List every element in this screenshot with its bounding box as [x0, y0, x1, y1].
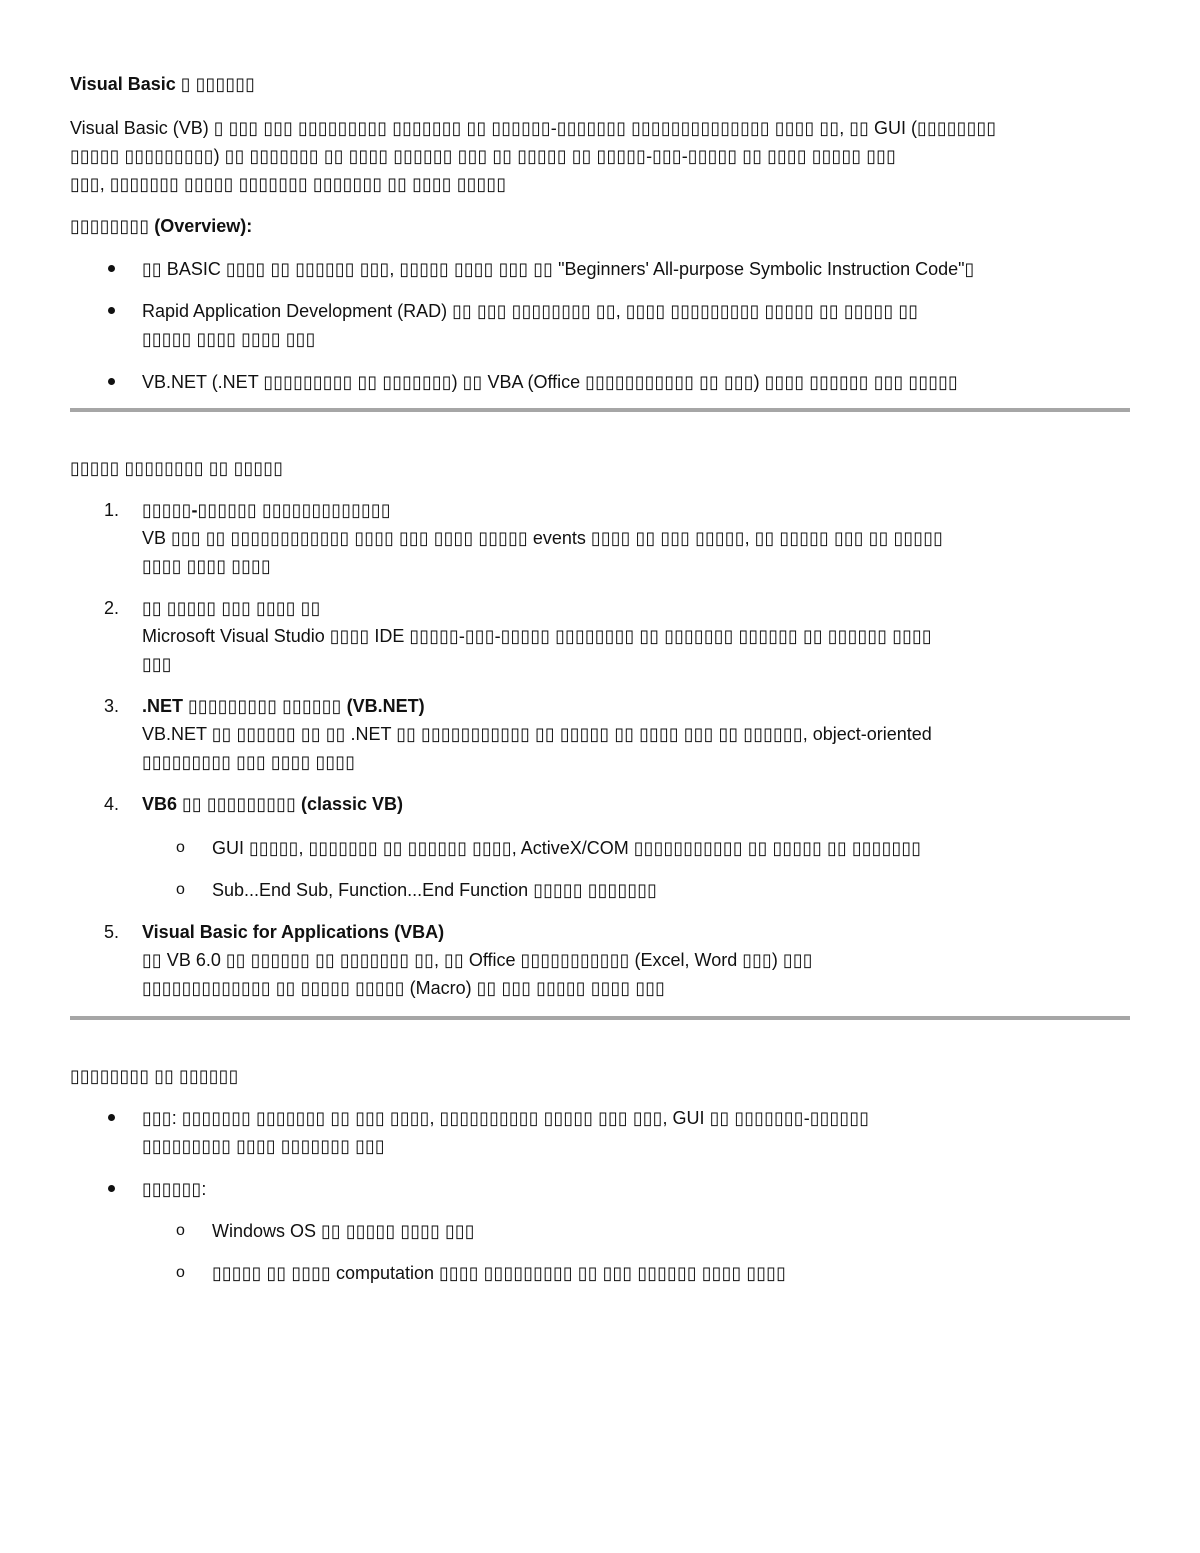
feature-2-line-2: ▯▯▯ [142, 654, 172, 674]
feature-2-title: ▯▯ ▯▯▯▯▯ ▯▯▯ ▯▯▯▯ ▯▯ [142, 598, 321, 618]
cons-sub-2: ▯▯▯▯▯ ▯▯ ▯▯▯▯ computation ▯▯▯▯ ▯▯▯▯▯▯▯▯▯ ▯▯ ▯▯▯ ▯▯▯▯▯▯ ▯▯▯▯ ▯▯▯▯ [212, 1263, 786, 1283]
feature-5-line-2: ▯▯▯▯▯▯▯▯▯▯▯▯▯ ▯▯ ▯▯▯▯▯ ▯▯▯▯▯ (Macro) ▯▯ ▯▯▯ ▯▯▯▯▯ ▯▯▯▯ ▯▯▯ [142, 978, 666, 998]
feature-2-line-1: Microsoft Visual Studio ▯▯▯▯ IDE ▯▯▯▯▯-▯▯▯-▯▯▯▯▯ ▯▯▯▯▯▯▯▯ ▯▯ ▯▯▯▯▯▯▯ ▯▯▯▯▯▯ ▯▯ ▯▯▯▯▯▯ ▯▯▯▯ [142, 626, 932, 646]
list-number: 5. [104, 922, 120, 942]
feature-4-title: VB6 ▯▯ ▯▯▯▯▯▯▯▯▯ (classic VB) [142, 794, 404, 814]
cons-label: ▯▯▯▯▯▯: [142, 1179, 207, 1199]
feature-1-line-1: VB ▯▯▯ ▯▯ ▯▯▯▯▯▯▯▯▯▯▯▯ ▯▯▯▯ ▯▯▯ ▯▯▯▯ ▯▯▯▯▯ events ▯▯▯▯ ▯▯ ▯▯▯ ▯▯▯▯▯, ▯▯ ▯▯▯▯▯ ▯▯▯ ▯▯ ▯▯▯▯▯ [142, 528, 943, 548]
feature-1-title: ▯▯▯▯▯-▯▯▯▯▯▯ ▯▯▯▯▯▯▯▯▯▯▯▯▯ [142, 500, 391, 520]
feature-5-line-1: ▯▯ VB 6.0 ▯▯ ▯▯▯▯▯▯ ▯▯ ▯▯▯▯▯▯▯ ▯▯, ▯▯ Office ▯▯▯▯▯▯▯▯▯▯▯ (Excel, Word ▯▯▯) ▯▯▯ [142, 950, 813, 970]
list-number: 1. [104, 500, 120, 520]
intro-line-3: ▯▯▯, ▯▯▯▯▯▯▯ ▯▯▯▯▯ ▯▯▯▯▯▯▯ ▯▯▯▯▯▯▯ ▯▯ ▯▯▯▯ ▯▯▯▯▯ [70, 174, 507, 194]
feature-3-title: .NET ▯▯▯▯▯▯▯▯▯ ▯▯▯▯▯▯ (VB.NET) [142, 696, 425, 716]
overview-bullet-1: ▯▯ BASIC ▯▯▯▯ ▯▯ ▯▯▯▯▯▯ ▯▯▯, ▯▯▯▯▯ ▯▯▯▯ ▯▯▯ ▯▯ "Beginners' All-purpose Symbolic Instruction Code"▯ [142, 259, 975, 279]
sub-bullet-circle-icon: o [176, 881, 185, 898]
list-number: 4. [104, 794, 120, 814]
intro-line-2: ▯▯▯▯▯ ▯▯▯▯▯▯▯▯▯) ▯▯ ▯▯▯▯▯▯▯ ▯▯ ▯▯▯▯ ▯▯▯▯▯▯ ▯▯▯ ▯▯ ▯▯▯▯▯ ▯▯ ▯▯▯▯▯-▯▯▯-▯▯▯▯▯ ▯▯ ▯▯▯▯ ▯▯▯▯▯ ▯▯▯ [70, 146, 896, 166]
feature-5-title: Visual Basic for Applications (VBA) [142, 922, 445, 942]
feature-1-line-2: ▯▯▯▯ ▯▯▯▯ ▯▯▯▯ [142, 556, 271, 576]
features-heading: ▯▯▯▯▯ ▯▯▯▯▯▯▯▯ ▯▯ ▯▯▯▯▯ [70, 458, 284, 478]
list-number: 3. [104, 696, 120, 716]
feature-3-line-1: VB.NET ▯▯ ▯▯▯▯▯▯ ▯▯ ▯▯ .NET ▯▯ ▯▯▯▯▯▯▯▯▯▯▯ ▯▯ ▯▯▯▯▯ ▯▯ ▯▯▯▯ ▯▯▯ ▯▯ ▯▯▯▯▯▯, object-oriented [142, 724, 932, 744]
pros-line-1: ▯▯▯: ▯▯▯▯▯▯▯ ▯▯▯▯▯▯▯ ▯▯ ▯▯▯ ▯▯▯▯, ▯▯▯▯▯▯▯▯▯▯ ▯▯▯▯▯ ▯▯▯ ▯▯▯, GUI ▯▯ ▯▯▯▯▯▯▯-▯▯▯▯▯▯ [142, 1108, 870, 1128]
feature-3-line-2: ▯▯▯▯▯▯▯▯▯ ▯▯▯ ▯▯▯▯ ▯▯▯▯ [142, 752, 356, 772]
document-title: Visual Basic ▯ ▯▯▯▯▯▯ [70, 74, 256, 94]
overview-heading: ▯▯▯▯▯▯▯▯ (Overview): [70, 216, 253, 236]
bullet-dot [108, 265, 115, 272]
overview-bullet-3: VB.NET (.NET ▯▯▯▯▯▯▯▯▯ ▯▯ ▯▯▯▯▯▯▯) ▯▯ VBA (Office ▯▯▯▯▯▯▯▯▯▯▯ ▯▯ ▯▯▯) ▯▯▯▯ ▯▯▯▯▯▯ ▯▯▯ ▯▯▯▯▯ [142, 372, 958, 392]
proscons-heading: ▯▯▯▯▯▯▯▯ ▯▯ ▯▯▯▯▯▯ [70, 1066, 239, 1086]
bullet-dot [108, 378, 115, 385]
cons-sub-1: Windows OS ▯▯ ▯▯▯▯▯ ▯▯▯▯ ▯▯▯ [212, 1221, 475, 1241]
bullet-dot [108, 1114, 115, 1121]
overview-bullet-2-line-2: ▯▯▯▯▯ ▯▯▯▯ ▯▯▯▯ ▯▯▯ [142, 329, 316, 349]
feature-4-sub-1: GUI ▯▯▯▯▯, ▯▯▯▯▯▯▯ ▯▯ ▯▯▯▯▯▯ ▯▯▯▯, ActiveX/COM ▯▯▯▯▯▯▯▯▯▯▯ ▯▯ ▯▯▯▯▯ ▯▯ ▯▯▯▯▯▯▯ [212, 838, 922, 858]
intro-line-1: Visual Basic (VB) ▯ ▯▯▯ ▯▯▯ ▯▯▯▯▯▯▯▯▯ ▯▯▯▯▯▯▯ ▯▯ ▯▯▯▯▯▯-▯▯▯▯▯▯▯ ▯▯▯▯▯▯▯▯▯▯▯▯▯▯ ▯▯▯▯ ▯▯, ▯▯ GUI (▯▯▯▯▯▯▯▯ [70, 118, 997, 138]
section-divider [70, 408, 1130, 412]
feature-4-sub-2: Sub...End Sub, Function...End Function ▯▯▯▯▯ ▯▯▯▯▯▯▯ [212, 880, 658, 900]
sub-bullet-circle-icon: o [176, 1222, 185, 1239]
bullet-dot [108, 307, 115, 314]
sub-bullet-circle-icon: o [176, 839, 185, 856]
list-number: 2. [104, 598, 120, 618]
sub-bullet-circle-icon: o [176, 1264, 185, 1281]
overview-bullet-2-line-1: Rapid Application Development (RAD) ▯▯ ▯▯▯ ▯▯▯▯▯▯▯▯ ▯▯, ▯▯▯▯ ▯▯▯▯▯▯▯▯▯ ▯▯▯▯▯ ▯▯ ▯▯▯▯▯ ▯▯ [142, 301, 919, 321]
pros-line-2: ▯▯▯▯▯▯▯▯▯ ▯▯▯▯ ▯▯▯▯▯▯▯ ▯▯▯ [142, 1136, 385, 1156]
section-divider [70, 1016, 1130, 1020]
bullet-dot [108, 1185, 115, 1192]
